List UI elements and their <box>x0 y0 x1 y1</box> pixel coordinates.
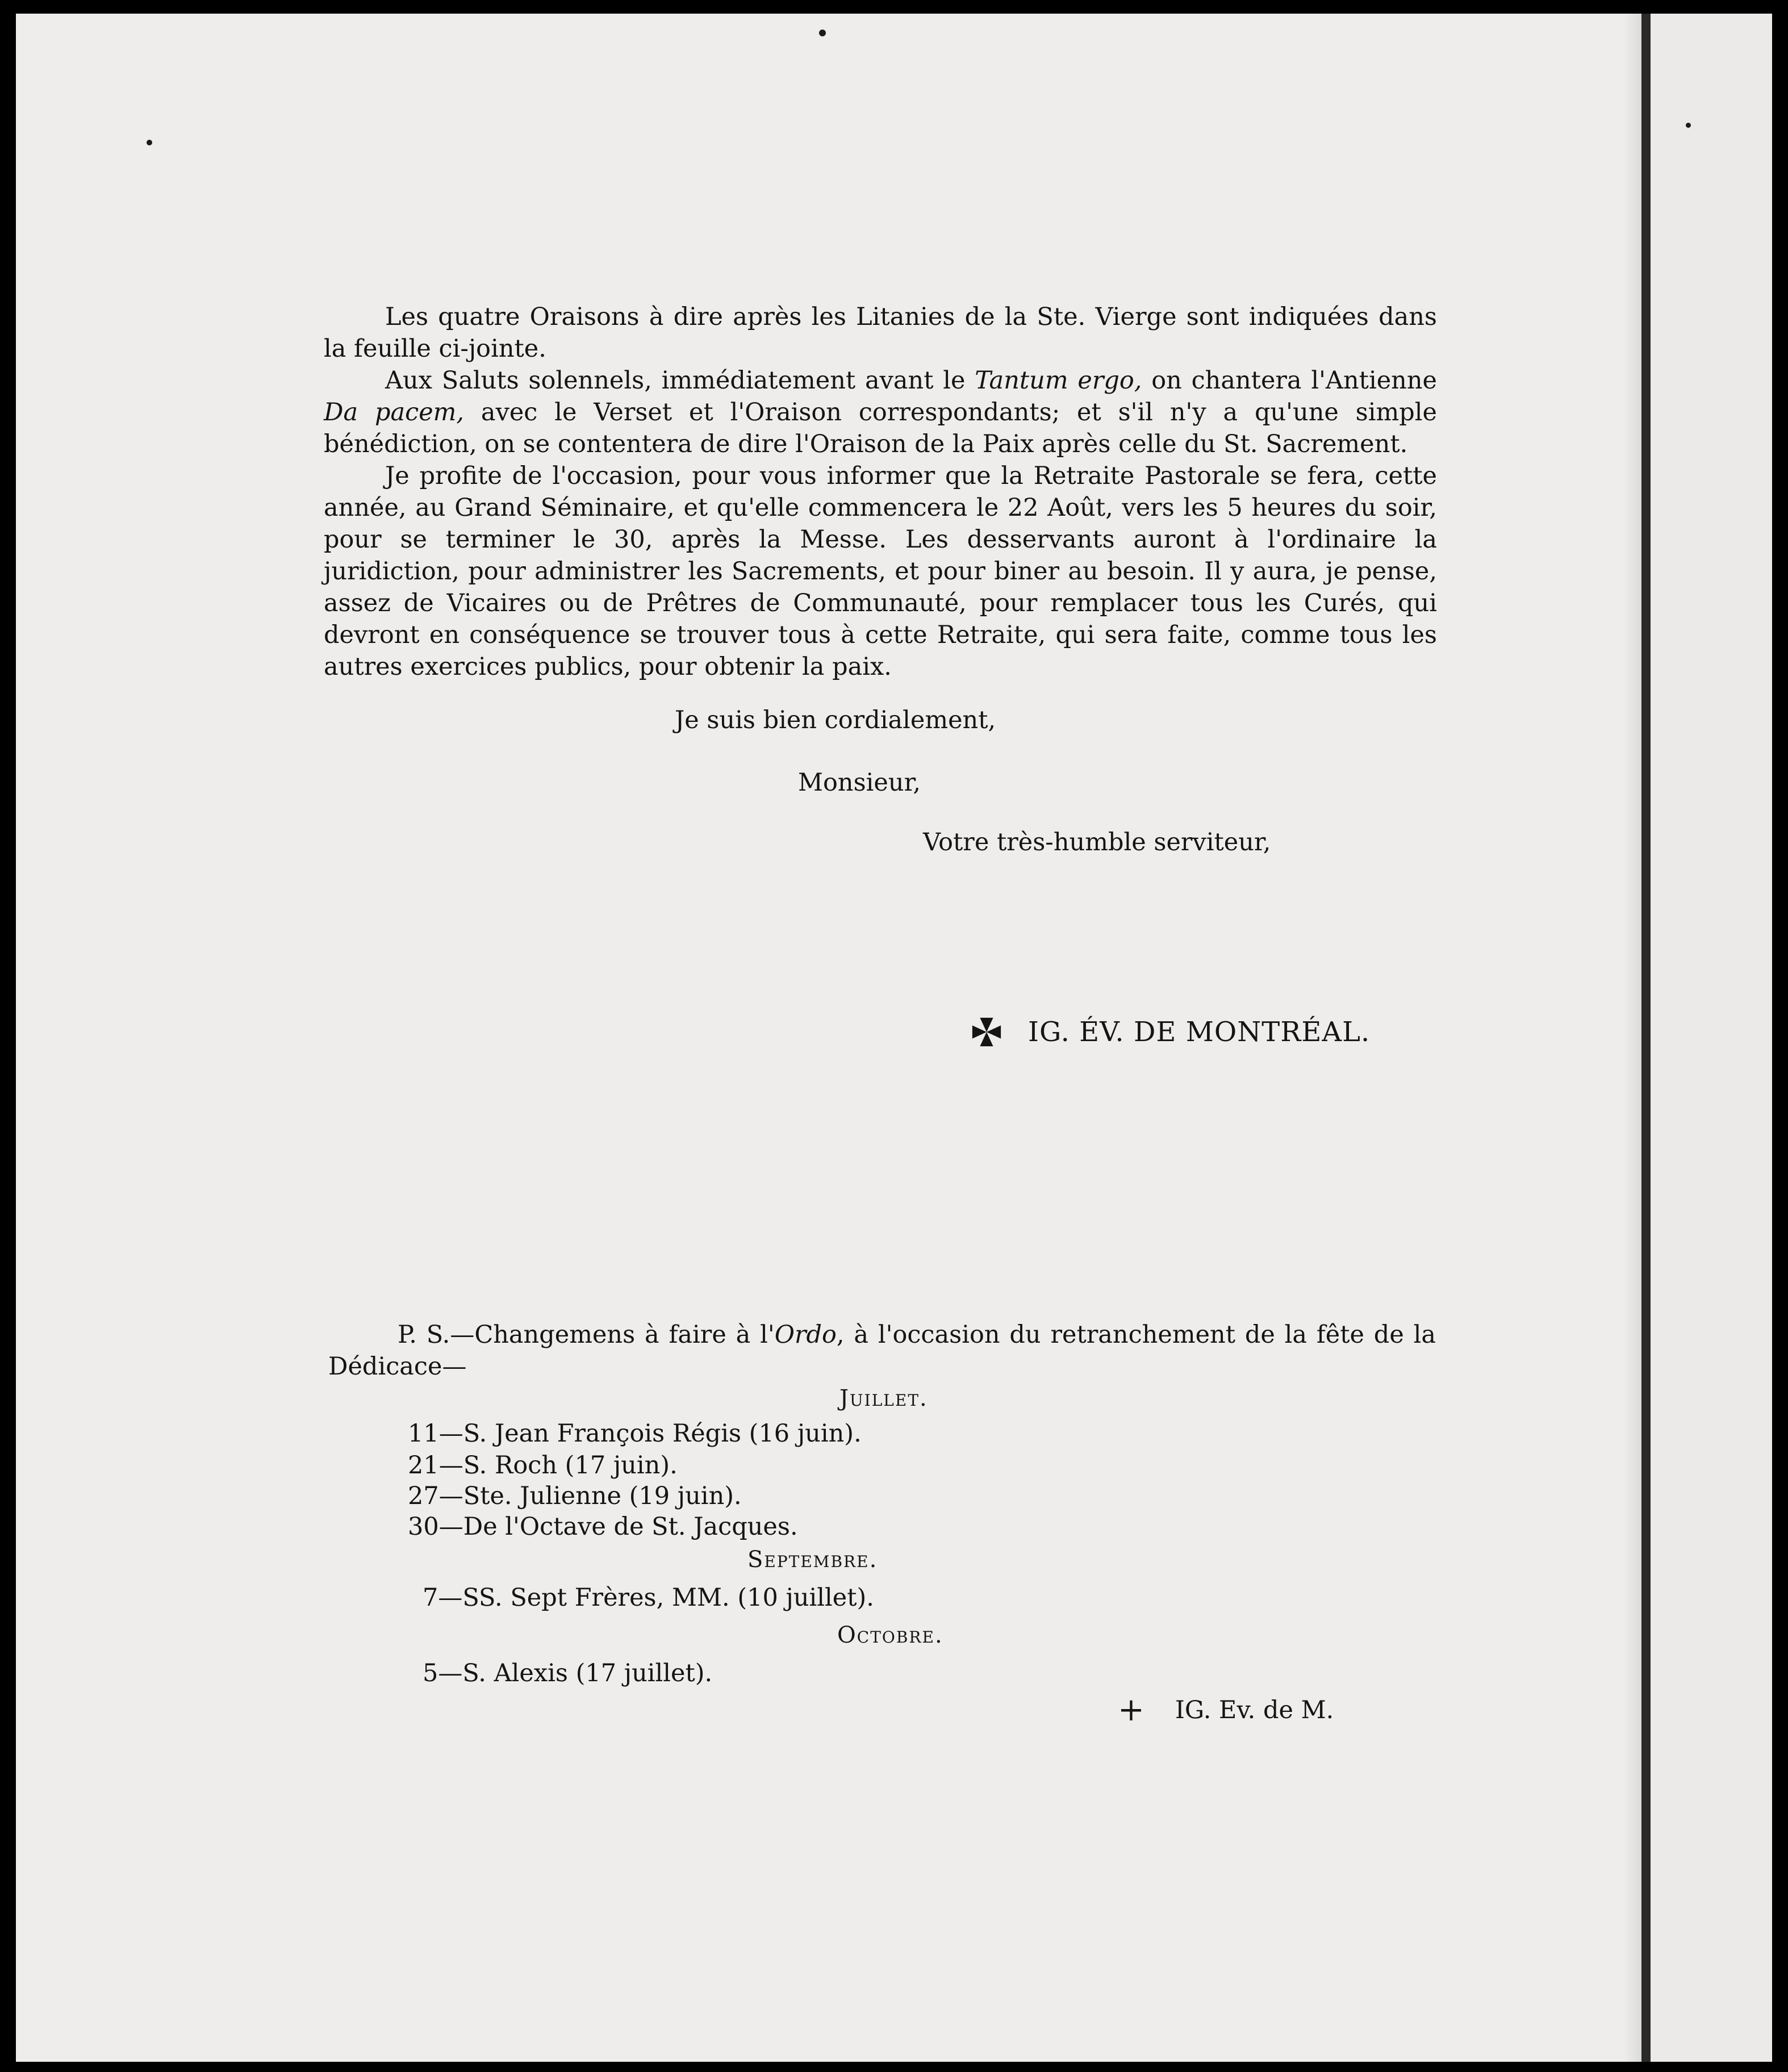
italic-ordo: Ordo <box>774 1321 837 1349</box>
postscript-text: , à l'occasion du retranchement de la fête de la Dédicace— <box>328 1321 1436 1381</box>
fold-shadow <box>1623 14 1641 2062</box>
month-heading: Juillet. <box>839 1385 928 1411</box>
bishop-signature <box>970 1016 1370 1048</box>
ink-speck <box>819 30 826 36</box>
postscript <box>328 1319 1436 1382</box>
signature-text: IG. Ev. de M. <box>1175 1696 1334 1724</box>
paragraph-oraisons <box>324 301 1437 365</box>
italic-latin-text: Da pacem, <box>324 398 465 427</box>
paragraph-saluts <box>324 365 1437 460</box>
ordo-entry: 11—S. Jean François Régis (16 juin). <box>408 1419 862 1448</box>
ink-speck <box>147 140 152 145</box>
paragraph-text: Je profite de l'occasion, pour vous informer que la Retraite Pastorale se fera, cette année, au Grand Séminaire, et qu'elle commencera le 22 Août, vers les 5 heures du soir, pour se terminer le 30, après la Messe. Les desservants auront à l'ordinaire la juridiction, pour administrer les Sacrements, et pour biner au besoin. Il y aura, je pense, assez de Vicaires ou de Prêtres de Communauté, pour remplacer tous les Curés, qui devront en conséquence se trouver tous à cette Retraite, qui sera faite, comme tous les autres exercices publics, pour obtenir la paix. <box>324 462 1437 681</box>
ordo-entry: 5—S. Alexis (17 juillet). <box>423 1659 713 1687</box>
paragraph-retraite <box>324 460 1437 683</box>
closing-line: Je suis bien cordialement, <box>675 706 996 734</box>
postscript-intro <box>328 1319 1436 1382</box>
salutation: Monsieur, <box>798 768 921 797</box>
month-heading: Septembre. <box>747 1547 878 1573</box>
italic-latin-text: Tantum ergo, <box>975 366 1142 395</box>
month-heading: Octobre. <box>837 1622 943 1648</box>
page-fold <box>1641 14 1651 2062</box>
adjacent-page-edge <box>1651 14 1772 2062</box>
signature-text: IG. ÉV. DE MONTRÉAL. <box>1028 1016 1371 1048</box>
postscript-signature <box>1118 1691 1334 1728</box>
closing-line: Votre très-humble serviteur, <box>923 828 1271 857</box>
paragraph-text: Les quatre Oraisons à dire après les Litanies de la Ste. Vierge sont indiquées dans la feuille ci-jointe. <box>324 303 1437 363</box>
paragraph-text: avec le Verset et l'Oraison correspondants; et s'il n'y a qu'une simple bénédiction, on se contentera de dire l'Oraison de la Paix après celle du St. Sacrement. <box>324 398 1437 458</box>
maltese-cross-icon <box>970 1016 1003 1048</box>
postscript-text: P. S.—Changemens à faire à l' <box>398 1321 775 1349</box>
paragraph-text: on chantera l'Antienne <box>1142 366 1437 395</box>
ordo-entry: 7—SS. Sept Frères, MM. (10 juillet). <box>423 1584 874 1612</box>
ordo-entry: 30—De l'Octave de St. Jacques. <box>408 1513 798 1541</box>
ordo-entry: 21—S. Roch (17 juin). <box>408 1451 678 1480</box>
ink-speck <box>1686 123 1691 128</box>
letter-body <box>324 301 1437 683</box>
ordo-entry: 27—Ste. Julienne (19 juin). <box>408 1482 742 1510</box>
cross-icon: + <box>1118 1691 1144 1728</box>
paragraph-text: Aux Saluts solennels, immédiatement avant le <box>385 366 975 395</box>
